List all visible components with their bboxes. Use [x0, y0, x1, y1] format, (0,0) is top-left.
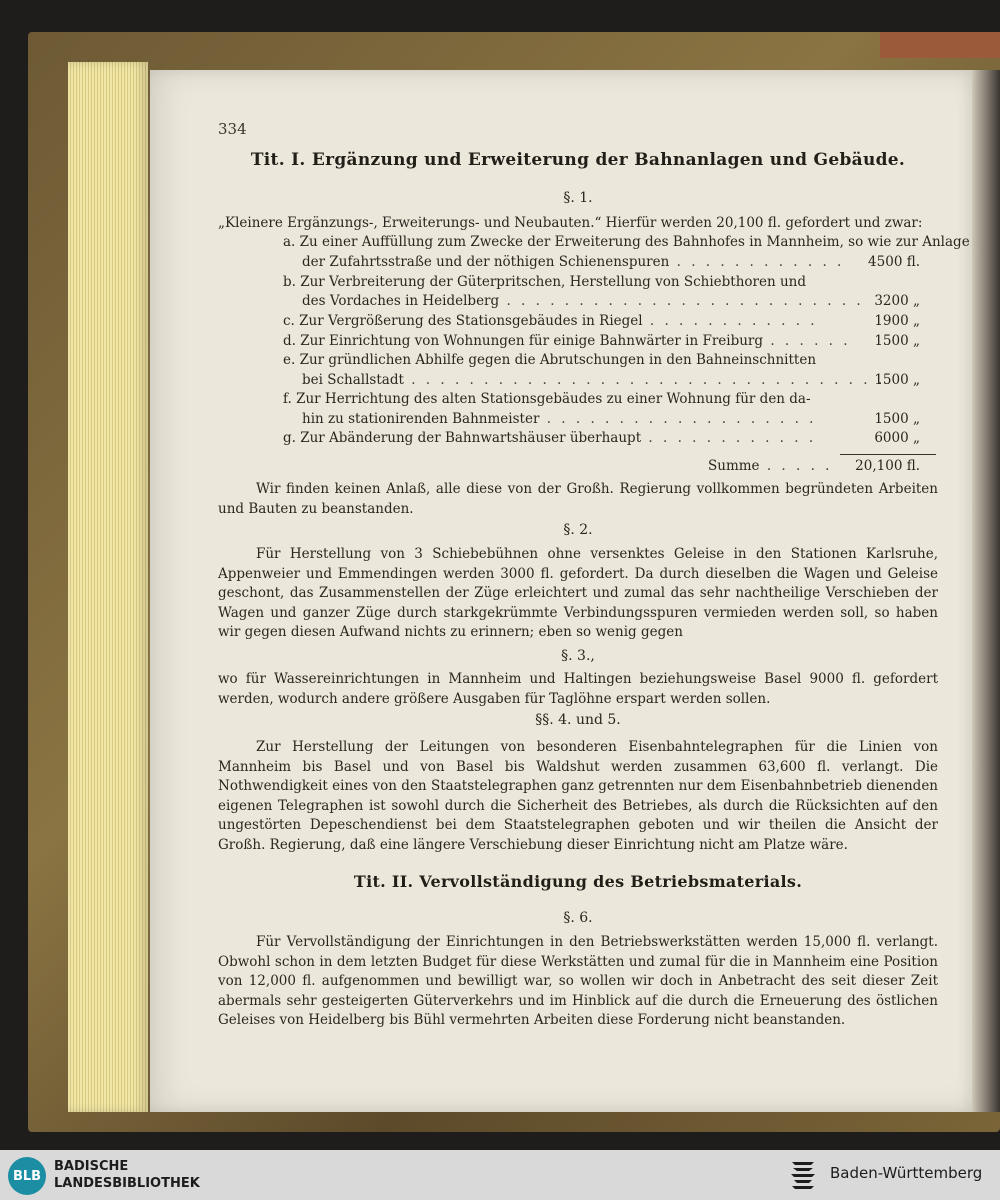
s3-text: wo für Wassereinrichtungen in Mannheim und Haltingen beziehungsweise Basel 9000 fl. gefordert werden, wodurch andere größere Ausgaben für Taglöhne erspart werden sollen.	[218, 671, 938, 707]
page-edges	[68, 62, 148, 1112]
item-e-line1: e. Zur gründlichen Abhilfe gegen die Abrutschungen in den Bahneinschnitten	[283, 352, 817, 368]
s45-text: Zur Herstellung der Leitungen von besonderen Eisenbahntelegraphen für die Linien von Mannheim bis Basel und von Basel bis Waldshut werden zusammen 63,600 fl. verlangt. Die Nothwendigkeit eines von den Staatstelegraphen ganz getrennten nur dem Eisenbahnbetrieb dienenden eigenen Telegraphen ist sowohl durch die Sicherheit des Betriebes, als durch die Rücksichten auf den ungestörten Depeschendienst bei dem Staatstelegraphen geboten und wir theilen die Ansicht der Großh. Regierung, daß eine längere Verschiebung dieser Einrichtung nicht am Platze wäre.	[218, 739, 938, 853]
paragraph-heading-3: §. 3.,	[561, 648, 595, 664]
item-d-line: d. Zur Einrichtung von Wohnungen für einige Bahnwärter in Freiburg . . . . . .	[283, 333, 851, 349]
s6-text: Für Vervollständigung der Einrichtungen in den Betriebswerkstätten werden 15,000 fl. verlangt. Obwohl schon in dem letzten Budget für diese Werkstätten und zumal für die in Mannheim eine Position von 12,000 fl. aufgenommen und bewilligt war, so wollen wir doch in Anbetracht des seit dieser Zeit abermals sehr gesteigerten Güterverkehrs und im Hinblick auf die durch die Erneuerung des östlichen Geleises von Heidelberg bis Bühl vermehrten Arbeiten diese Forderung nicht beanstanden.	[218, 934, 938, 1029]
item-g-line: g. Zur Abänderung der Bahnwartshäuser überhaupt . . . . . . . . . . . .	[283, 430, 817, 446]
sum-amount: 20,100 fl.	[855, 458, 920, 474]
item-c-amount: 1900 „	[874, 313, 920, 329]
s1-closing: Wir finden keinen Anlaß, alle diese von der Großh. Regierung vollkommen begründeten Arbeiten und Bauten zu beanstanden.	[218, 481, 938, 517]
sum-rule	[840, 454, 936, 455]
paragraph-heading-6: §. 6.	[563, 910, 593, 926]
cover-corner	[880, 32, 1000, 58]
sum-label: Summe . . . . .	[708, 458, 833, 474]
item-f-line1: f. Zur Herrichtung des alten Stationsgebäudes zu einer Wohnung für den da-	[283, 391, 811, 407]
item-c-line: c. Zur Vergrößerung des Stationsgebäudes in Riegel . . . . . . . . . . . .	[283, 313, 818, 329]
section-title-1: Tit. I. Ergänzung und Erweiterung der Bahnanlagen und Gebäude.	[250, 150, 906, 170]
page-shadow	[972, 70, 1000, 1112]
item-f-amount: 1500 „	[874, 411, 920, 427]
paragraph-heading-2: §. 2.	[563, 522, 593, 538]
item-f-line2: hin zu stationirenden Bahnmeister . . . . . . . . . . . . . . . . . . .	[302, 411, 817, 427]
paragraph-heading-1: §. 1.	[563, 190, 593, 206]
paragraph-heading-4-5: §§. 4. und 5.	[535, 712, 621, 728]
item-b-amount: 3200 „	[874, 293, 920, 309]
baden-wuerttemberg-label[interactable]: Baden-Württemberg	[830, 1164, 983, 1182]
item-a-amount: 4500 fl.	[868, 254, 920, 270]
blb-line2: LANDESBIBLIOTHEK	[54, 1176, 200, 1191]
page-number: 334	[218, 120, 247, 138]
baden-wuerttemberg-lions-icon	[788, 1158, 818, 1192]
item-e-line2: bei Schallstadt . . . . . . . . . . . . . . . . . . . . . . . . . . . . . . . . .	[302, 372, 886, 388]
blb-name[interactable]	[54, 1158, 200, 1192]
section-title-2: Tit. II. Vervollständigung des Betriebsmaterials.	[353, 872, 803, 891]
s2-text: Für Herstellung von 3 Schiebebühnen ohne versenktes Geleise in den Stationen Karlsruhe, Appenweier und Emmendingen werden 3000 fl. gefordert. Da durch dieselben die Wagen und Geleise geschont, das Zusammenstellen der Züge erleichtert und zumal das sehr nachtheilige Verschieben der Wagen und ganzer Züge durch starkgekrümmte Verbindungsspuren vermieden werden soll, so haben wir gegen diesen Aufwand nichts zu erinnern; eben so wenig gegen	[218, 546, 938, 641]
item-d-amount: 1500 „	[874, 333, 920, 349]
intro-text: „Kleinere Ergänzungs-, Erweiterungs- und Neubauten.“ Hierfür werden 20,100 fl. gefordert und zwar:	[218, 215, 923, 231]
item-b-line1: b. Zur Verbreiterung der Güterpritschen, Herstellung von Schiebthoren und	[283, 274, 807, 290]
item-g-amount: 6000 „	[874, 430, 920, 446]
item-e-amount: 1500 „	[874, 372, 920, 388]
item-a-line1: a. Zu einer Auffüllung zum Zwecke der Erweiterung des Bahnhofes in Mannheim, so wie zur Anlage	[283, 234, 970, 250]
item-a-line2: der Zufahrtsstraße und der nöthigen Schienenspuren . . . . . . . . . . . .	[302, 254, 845, 270]
blb-logo[interactable]: BLB	[8, 1157, 46, 1195]
blb-line1: BADISCHE	[54, 1159, 129, 1174]
item-b-line2: des Vordaches in Heidelberg . . . . . . . . . . . . . . . . . . . . . . . . .	[302, 293, 864, 309]
